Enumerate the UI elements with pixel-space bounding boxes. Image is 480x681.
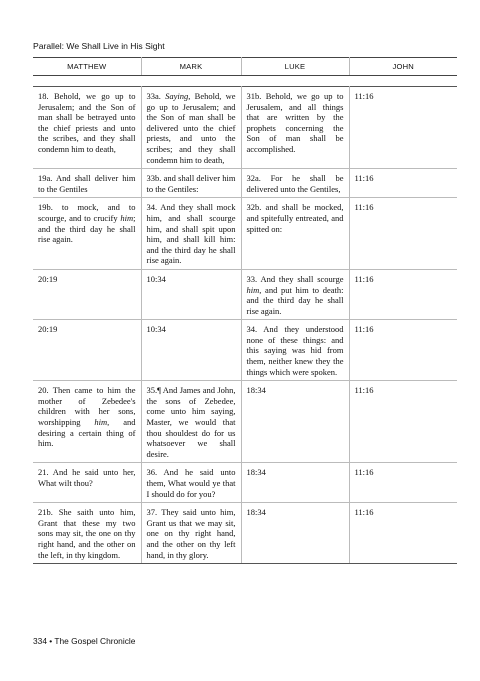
table-row [33,198,457,270]
verse-cell-matthew: 20. Then came to him the mother of Zebedee's children with her sons, worshipping him, and desiring a certain thing of him. [33,381,141,463]
verse-cell-matthew: 20:19 [33,269,141,319]
verse-cell-matthew: 18. Behold, we go up to Jerusalem; and the Son of man shall be betrayed unto the chief priests and unto the scribes, and they shall condemn him to death, [33,87,141,169]
verse-cell-matthew: 21b. She saith unto him, Grant that these my two sons may sit, the one on thy right hand, and the other on the left, in thy kingdom. [33,503,141,564]
verse-cell-john: 11:16 [349,381,457,463]
verse-cell-luke: 33. And they shall scourge him, and put him to death: and the third day he shall rise again. [241,269,349,319]
table-row [33,269,457,319]
verse-cell-mark: 34. And they shall mock him, and shall scourge him, and shall spit upon him, and shall kill him: and the third day he shall rise again. [141,198,241,270]
column-header-matthew: MATTHEW [33,58,141,76]
verse-cell-luke: 18:34 [241,503,349,564]
column-header-luke: LUKE [241,58,349,76]
verse-cell-matthew: 21. And he said unto her, What wilt thou? [33,463,141,503]
table-row [33,463,457,503]
verse-cell-john: 11:16 [349,463,457,503]
parallel-table [33,86,457,564]
verse-cell-luke: 31b. Behold, we go up to Jerusalem, and all things that are written by the prophets concerning the Son of man shall be accomplished. [241,87,349,169]
running-header: Parallel: We Shall Live in His Sight [33,41,165,51]
column-header-john: JOHN [349,58,457,76]
verse-cell-mark: 35.¶ And James and John, the sons of Zebedee, come unto him saying, Master, we would that thou shouldest do for us whatsoever we shall desire. [141,381,241,463]
table-row [33,503,457,564]
column-header-table [33,57,457,76]
verse-cell-luke: 18:34 [241,463,349,503]
table-row [33,169,457,198]
verse-cell-john: 11:16 [349,320,457,381]
table-row [33,381,457,463]
verse-cell-john: 11:16 [349,87,457,169]
column-header-row [33,58,457,76]
verse-cell-matthew: 19b. to mock, and to scourge, and to crucify him; and the third day he shall rise again. [33,198,141,270]
page-footer: 334 • The Gospel Chronicle [33,636,136,646]
column-header-mark: MARK [141,58,241,76]
verse-cell-mark: 36. And he said unto them, What would ye that I should do for you? [141,463,241,503]
verse-cell-mark: 10:34 [141,269,241,319]
verse-cell-mark: 10:34 [141,320,241,381]
verse-cell-john: 11:16 [349,503,457,564]
verse-cell-mark: 33a. Saying, Behold, we go up to Jerusalem; and the Son of man shall be delivered unto the chief priests, and unto the scribes; and they shall condemn him to death, [141,87,241,169]
verse-cell-luke: 32b. and shall be mocked, and spitefully entreated, and spitted on: [241,198,349,270]
verse-cell-mark: 37. They said unto him, Grant us that we may sit, one on thy right hand, and the other on thy left hand, in thy glory. [141,503,241,564]
verse-cell-mark: 33b. and shall deliver him to the Gentiles: [141,169,241,198]
verse-cell-matthew: 19a. And shall deliver him to the Gentiles [33,169,141,198]
table-row [33,87,457,169]
verse-cell-luke: 32a. For he shall be delivered unto the Gentiles, [241,169,349,198]
verse-cell-john: 11:16 [349,269,457,319]
table-row [33,320,457,381]
verse-cell-luke: 34. And they understood none of these things: and this saying was hid from them, neither knew they the things which were spoken. [241,320,349,381]
verse-cell-matthew: 20:19 [33,320,141,381]
verse-cell-john: 11:16 [349,169,457,198]
verse-cell-john: 11:16 [349,198,457,270]
verse-cell-luke: 18:34 [241,381,349,463]
